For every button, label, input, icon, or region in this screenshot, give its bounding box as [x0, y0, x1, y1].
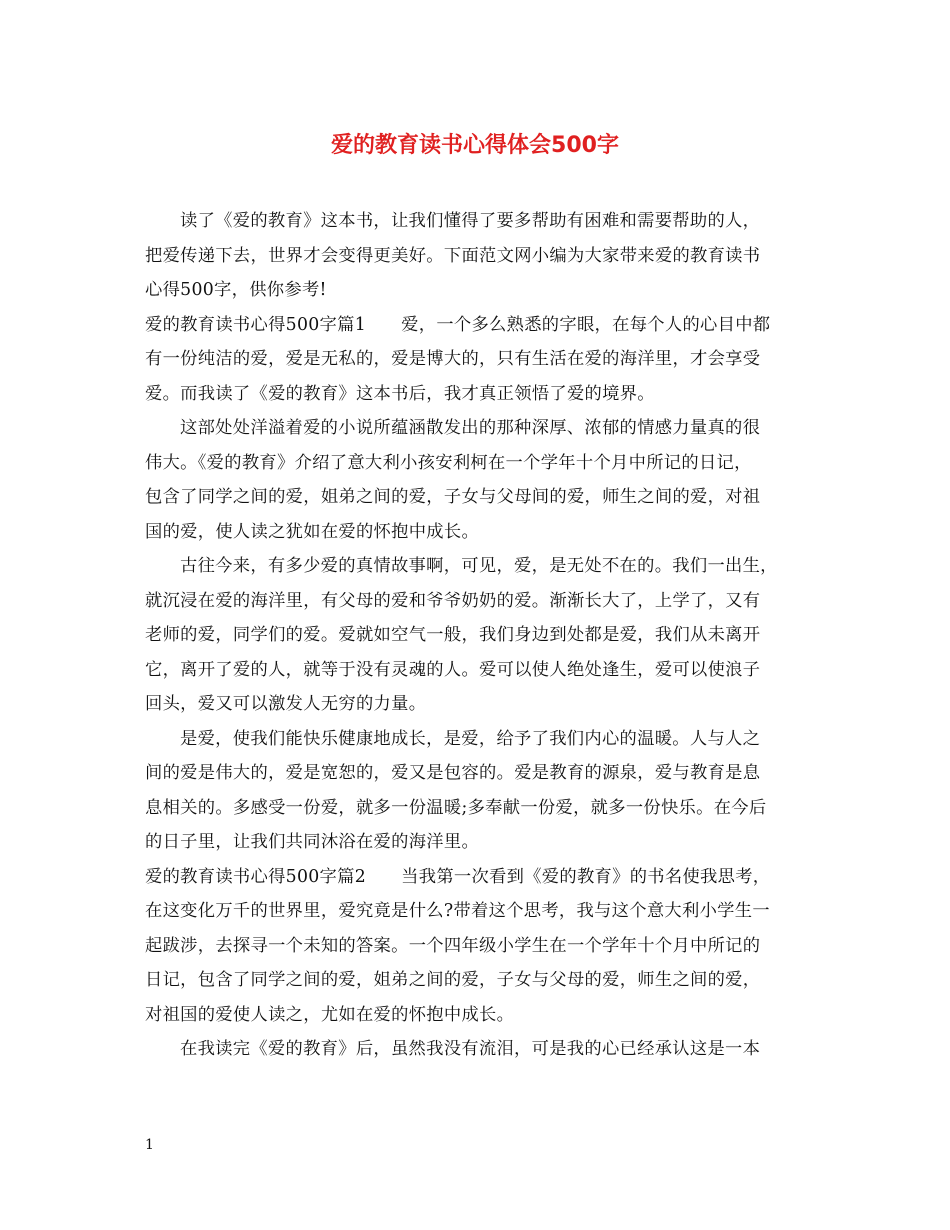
paragraph-line: 这部处处洋溢着爱的小说所蕴涵散发出的那种深厚、浓郁的情感力量真的很: [180, 418, 761, 438]
paragraph-line: 在我读完《爱的教育》后，虽然我没有流泪，可是我的心已经承认这是一本: [180, 1039, 761, 1059]
paragraph-line: 国的爱，使人读之犹如在爱的怀抱中成长。: [145, 521, 480, 542]
paragraph-line: 包含了同学之间的爱，姐弟之间的爱，子女与父母间的爱，师生之间的爱，对祖: [145, 487, 761, 507]
paragraph-line: 回头，爱又可以激发人无穷的力量。: [145, 694, 427, 714]
paragraph-line: 爱。而我读了《爱的教育》这本书后，我才真正领悟了爱的境界。: [145, 383, 655, 404]
paragraph-line: 读了《爱的教育》这本书，让我们懂得了要多帮助有困难和需要帮助的人，: [180, 211, 761, 231]
section-heading-line: 爱的教育读书心得500字篇1 爱，一个多么熟悉的字眼，在每个人的心目中都: [145, 314, 771, 335]
paragraph-line: 有一份纯洁的爱，爱是无私的，爱是博大的，只有生活在爱的海洋里，才会享受: [145, 349, 761, 369]
paragraph-line: 就沉浸在爱的海洋里，有父母的爱和爷爷奶奶的爱。渐渐长大了，上学了，又有: [145, 590, 761, 611]
paragraph-line: 是爱，使我们能快乐健康地成长，是爱，给予了我们内心的温暖。人与人之: [180, 728, 761, 749]
paragraph-line: 老师的爱，同学们的爱。爱就如空气一般，我们身边到处都是爱，我们从未离开: [145, 625, 761, 645]
paragraph-line: 把爱传递下去，世界才会变得更美好。下面范文网小编为大家带来爱的教育读书: [145, 245, 761, 266]
page-number: 1: [145, 1137, 154, 1153]
paragraph-line: 它，离开了爱的人，就等于没有灵魂的人。爱可以使人绝处逢生，爱可以使浪子: [145, 659, 761, 680]
document-body: [145, 204, 817, 1067]
paragraph-line: 息相关的。多感受一份爱，就多一份温暖;多奉献一份爱，就多一份快乐。在今后: [145, 797, 767, 818]
paragraph-line: 对祖国的爱使人读之，尤如在爱的怀抱中成长。: [145, 1004, 515, 1025]
document-title: 爱的教育读书心得体会500字: [331, 133, 619, 158]
paragraph-line: 起跋涉，去探寻一个未知的答案。一个四年级小学生在一个学年十个月中所记的: [145, 935, 761, 956]
paragraph-line: 日记，包含了同学之间的爱，姐弟之间的爱，子女与父母的爱，师生之间的爱，: [145, 970, 761, 990]
paragraph-line: 的日子里，让我们共同沐浴在爱的海洋里。: [145, 832, 480, 852]
paragraph-line: 伟大。《爱的教育》介绍了意大利小孩安利柯在一个学年十个月中所记的日记，: [145, 452, 752, 473]
paragraph-line: 间的爱是伟大的，爱是宽恕的，爱又是包容的。爱是教育的源泉，爱与教育是息: [145, 763, 761, 783]
paragraph-line: 心得500字，供你参考!: [145, 280, 327, 300]
paragraph-line: 在这变化万千的世界里，爱究竟是什么?带着这个思考，我与这个意大利小学生一: [145, 901, 770, 921]
section-heading-line: 爱的教育读书心得500字篇2 当我第一次看到《爱的教育》的书名使我思考，: [145, 866, 771, 887]
paragraph-line: 古往今来，有多少爱的真情故事啊，可见，爱，是无处不在的。我们一出生，: [180, 556, 778, 576]
